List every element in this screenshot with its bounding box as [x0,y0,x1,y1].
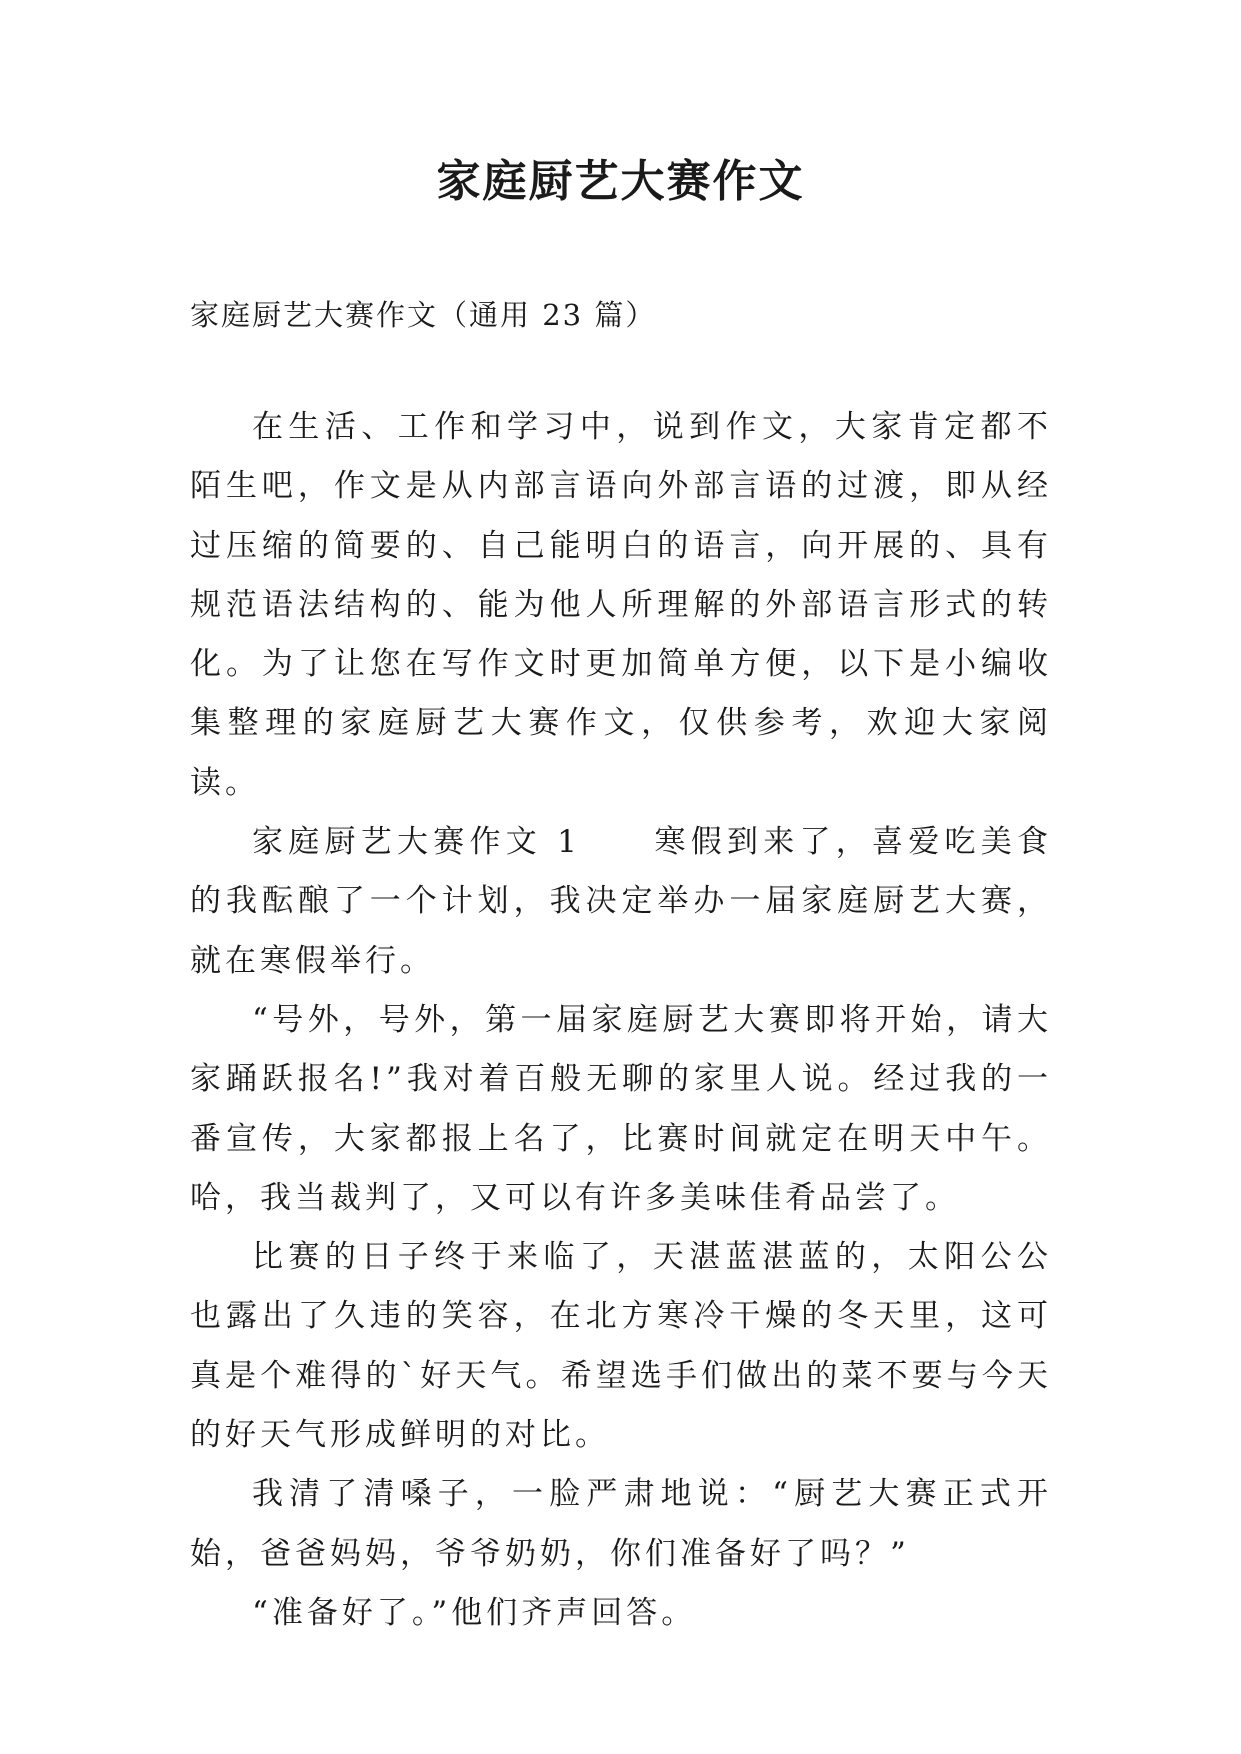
body-paragraph: 我清了清嗓子，一脸严肃地说：“厨艺大赛正式开始，爸爸妈妈，爷爷奶奶，你们准备好了吗？” [190,1476,1052,1572]
body-paragraph: 家庭厨艺大赛作文 1 寒假到来了，喜爱吃美食的我酝酿了一个计划，我决定举办一届家庭厨艺大赛，就在寒假举行。 [190,824,1052,979]
document-body [190,398,1052,1643]
document-title: 家庭厨艺大赛作文 [436,156,805,207]
body-paragraph: “准备好了。”他们齐声回答。 [252,1594,697,1631]
document-subtitle: 家庭厨艺大赛作文（通用 23 篇） [190,298,657,332]
body-paragraph: 比赛的日子终于来临了，天湛蓝湛蓝的，太阳公公也露出了久违的笑容，在北方寒冷干燥的冬天里，这可真是个难得的`好天气。希望选手们做出的菜不要与今天的好天气形成鲜明的对比。 [190,1239,1052,1454]
body-paragraph: “号外，号外，第一届家庭厨艺大赛即将开始，请大家踊跃报名!”我对着百般无聊的家里人说。经过我的一番宣传，大家都报上名了，比赛时间就定在明天中午。哈，我当裁判了，又可以有许多美味佳肴品尝了。 [190,1001,1052,1216]
body-paragraph: 在生活、工作和学习中，说到作文，大家肯定都不陌生吧，作文是从内部言语向外部言语的过渡，即从经过压缩的简要的、自己能明白的语言，向开展的、具有规范语法结构的、能为他人所理解的外部语言形式的转化。为了让您在写作文时更加简单方便，以下是小编收集整理的家庭厨艺大赛作文，仅供参考，欢迎大家阅读。 [190,409,1052,801]
